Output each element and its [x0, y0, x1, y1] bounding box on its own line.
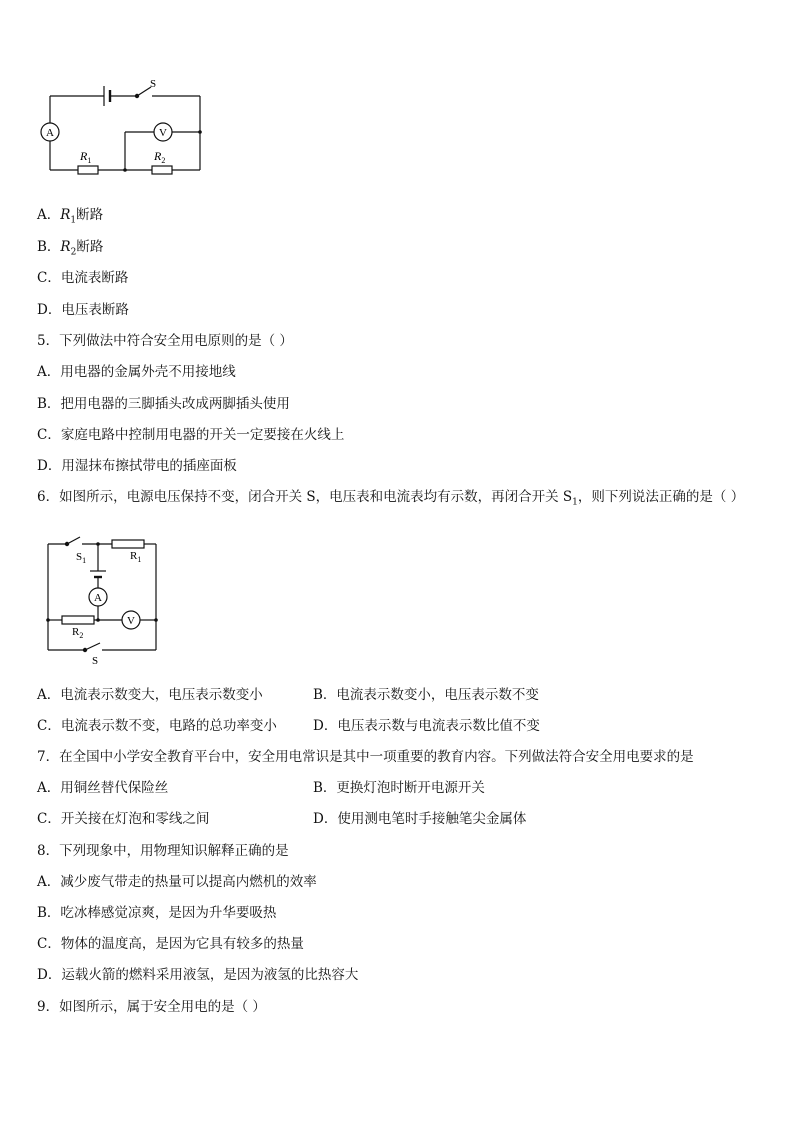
voltmeter-label: V: [127, 615, 135, 627]
q8-stem: 8．下列现象中，用物理知识解释正确的是: [37, 843, 289, 859]
ammeter-label: A: [46, 127, 54, 139]
resistor-r1-symbol: [78, 166, 98, 174]
q6-option-d: D．电压表示数与电流表示数比值不变: [313, 718, 540, 734]
q5-stem: 5．下列做法中符合安全用电原则的是（ ）: [37, 333, 293, 349]
q4-option-d: D．电压表断路: [37, 302, 129, 318]
ammeter-label: A: [94, 592, 102, 604]
q7-option-d: D．使用测电笔时手接触笔尖金属体: [313, 811, 527, 827]
q6-option-b: B．电流表示数变小，电压表示数不变: [313, 687, 539, 703]
resistor-r2-symbol: [62, 616, 94, 624]
r2-label: $R_2$: [72, 626, 84, 640]
s-label: S: [92, 655, 99, 667]
resistor-r2-symbol: [152, 166, 172, 174]
q8-option-c: C．物体的温度高，是因为它具有较多的热量: [37, 936, 304, 952]
s1-label: $S_1$: [76, 551, 87, 565]
switch-s1-blade: [67, 537, 80, 544]
resistor-r1-symbol: [112, 540, 144, 548]
q7-option-c: C．开关接在灯泡和零线之间: [37, 811, 210, 827]
switch-s-blade: [85, 643, 100, 650]
r2-label: $R_2$: [154, 149, 166, 165]
q8-option-d: D．运载火箭的燃料采用液氢，是因为液氢的比热容大: [37, 967, 359, 983]
q6-option-c: C．电流表示数不变，电路的总功率变小: [37, 718, 277, 734]
q5-option-d: D．用湿抹布擦拭带电的插座面板: [37, 458, 237, 474]
q7-option-b: B．更换灯泡时断开电源开关: [313, 780, 485, 796]
circuit-diagram-1: [36, 72, 216, 182]
q4-option-b: B．$R_2$断路: [37, 239, 104, 258]
q5-option-c: C．家庭电路中控制用电器的开关一定要接在火线上: [37, 427, 345, 443]
q8-option-a: A．减少废气带走的热量可以提高内燃机的效率: [37, 874, 317, 890]
q6-stem: 6．如图所示，电源电压保持不变，闭合开关 S，电压表和电流表均有示数，再闭合开关 $S_1$，则下列说法正确的是（ ）: [37, 489, 745, 508]
circuit-diagram-2: [40, 532, 170, 668]
q7-stem: 7．在全国中小学安全教育平台中，安全用电常识是其中一项重要的教育内容。下列做法符合安全用电要求的是: [37, 749, 694, 765]
q9-stem: 9．如图所示，属于安全用电的是（ ）: [37, 999, 266, 1015]
q5-option-a: A．用电器的金属外壳不用接地线: [37, 364, 236, 380]
q7-option-a: A．用铜丝替代保险丝: [37, 780, 169, 796]
q4-option-c: C．电流表断路: [37, 270, 129, 286]
q4-option-a: A．$R_1$断路: [37, 207, 104, 226]
voltmeter-label: V: [159, 127, 167, 139]
r1-label: $R_1$: [80, 149, 92, 165]
q5-option-b: B．把用电器的三脚插头改成两脚插头使用: [37, 396, 290, 412]
switch-s-blade: [137, 87, 151, 96]
q6-option-a: A．电流表示数变大，电压表示数变小: [37, 687, 263, 703]
r1-label: $R_1$: [130, 550, 142, 564]
switch-s-label: S: [150, 78, 157, 90]
q8-option-b: B．吃冰棒感觉凉爽，是因为升华要吸热: [37, 905, 277, 921]
